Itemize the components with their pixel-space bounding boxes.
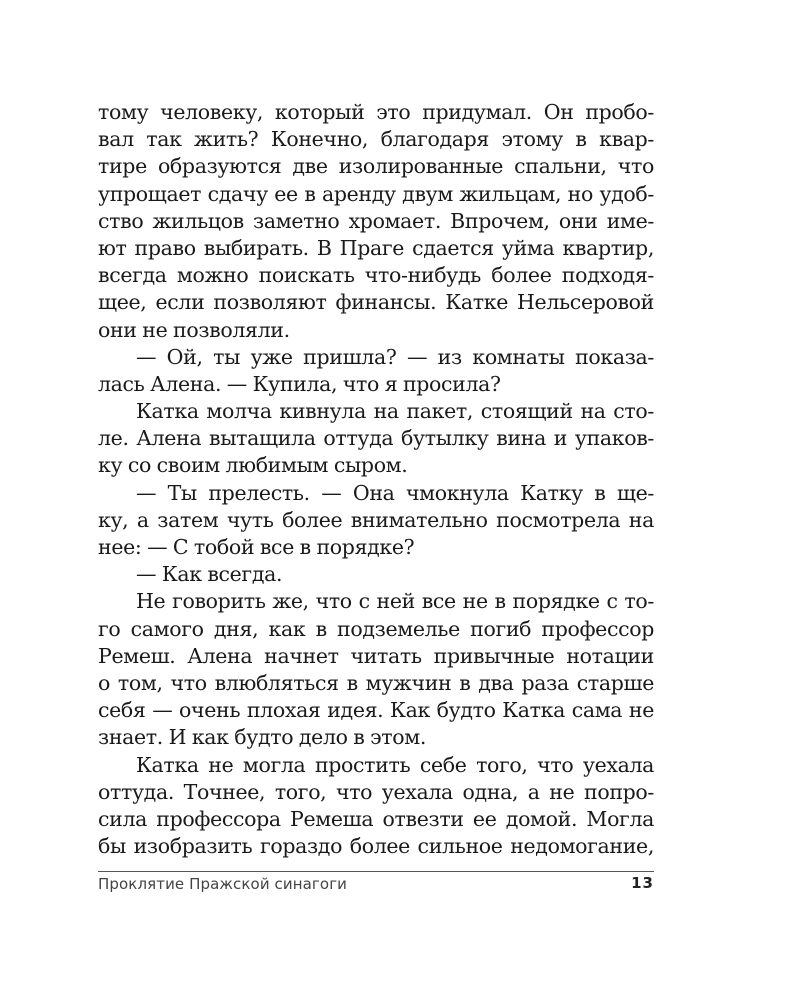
text-line: ют право выбирать. В Праге сдается уйма квартир,	[98, 235, 654, 260]
text-line: Не говорить же, что с ней все не в порядке с то-	[136, 589, 654, 614]
text-line: упрощает сдачу ее в аренду двум жильцам, но удоб-	[98, 181, 654, 206]
text-line: Катка молча кивнула на пакет, стоящий на сто-	[136, 399, 654, 424]
text-line: нее: — С тобой все в порядке?	[98, 535, 415, 559]
footer-divider	[98, 871, 654, 872]
text-line: они не позволяли.	[98, 317, 290, 342]
text-line: всегда можно поискать что-нибудь более подходя-	[98, 263, 654, 288]
text-line: сила профессора Ремеша отвезти ее домой. Могла	[98, 806, 654, 831]
page-number: 13	[631, 874, 654, 892]
text-line: тому человеку, который это придумал. Он пробо-	[98, 100, 654, 124]
text-line: го самого дня, как в подземелье погиб профессор	[98, 616, 654, 641]
text-line: себя — очень плохая идея. Как будто Катка сама не	[98, 698, 654, 723]
running-title: Проклятие Пражской синагоги	[98, 875, 348, 893]
text-line: ство жильцов заметно хромает. Впрочем, они име-	[98, 208, 654, 233]
text-line: Ремеш. Алена начнет читать привычные нотации	[98, 643, 654, 668]
text-line: бы изобразить гораздо более сильное недомогание,	[98, 834, 654, 859]
text-line: — Ты прелесть. — Она чмокнула Катку в ще-	[136, 480, 654, 505]
text-line: лась Алена. — Купила, что я просила?	[98, 371, 501, 396]
text-line: ку со своим любимым сыром.	[98, 453, 408, 478]
text-line: ку, а затем чуть более внимательно посмотрела на	[98, 507, 654, 532]
text-line: вал так жить? Конечно, благодаря этому в квар-	[98, 127, 654, 152]
text-line: знает. И как будто дело в этом.	[98, 725, 427, 750]
text-line: — Ой, ты уже пришла? — из комнаты показа-	[136, 344, 654, 369]
text-line: оттуда. Точнее, того, что уехала одна, а не попро-	[98, 779, 654, 804]
text-line: о том, что влюбляться в мужчин в два раза старше	[98, 670, 654, 695]
text-line: Катка не могла простить себе того, что уехала	[136, 752, 654, 777]
text-line: — Как всегда.	[136, 562, 283, 587]
body-text	[98, 99, 654, 860]
text-line: щее, если позволяют финансы. Катке Нельсеровой	[98, 290, 654, 315]
text-line: ле. Алена вытащила оттуда бутылку вина и упаков-	[98, 426, 654, 451]
text-line: тире образуются две изолированные спальни, что	[98, 154, 654, 179]
